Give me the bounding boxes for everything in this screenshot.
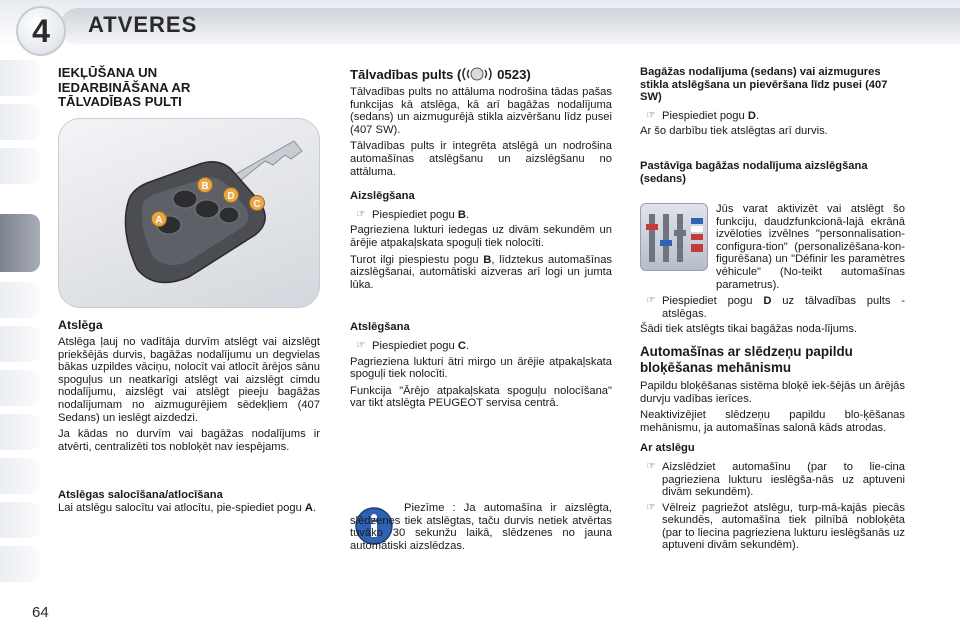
aizslegsana-title: Aizslēgšana xyxy=(350,190,415,203)
remote-paragraph-1: Tālvadības pults no attāluma nodrošina tādas pašas funkcijas kā atslēga, kā arī bagāžas nodalījuma (sedans) un aizmugurējā stikla aizvēršanu līdz pusei (407 SW). xyxy=(350,86,612,136)
chapter-tab-10[interactable] xyxy=(0,502,40,538)
chapter-tab-5[interactable] xyxy=(0,282,40,318)
radio-waves-icon xyxy=(461,66,493,82)
pastaviga-paragraph-2: Šādi tiek atslēgts tikai bagāžas noda-lījums. xyxy=(640,323,858,336)
remote-title: Tālvadības pults ( 0523) xyxy=(350,67,531,82)
bagazas-title: Bagāžas nodalījuma (sedans) vai aizmugures stikla atslēgšana un pievēršana līdz pusei (407 SW) xyxy=(640,66,888,104)
note-block xyxy=(350,502,612,556)
chapter-tab-7[interactable] xyxy=(0,370,40,406)
column-3 xyxy=(640,66,905,185)
key-label-d: D xyxy=(227,191,235,202)
bagazas-paragraph: Ar šo darbību tiek atslēgtas arī durvis. xyxy=(640,125,828,138)
chapter-tab-2[interactable] xyxy=(0,104,40,140)
column-1-text xyxy=(58,318,320,519)
chapter-tab-4-active[interactable] xyxy=(0,214,40,272)
hand-pointer-icon: ☞ xyxy=(356,339,366,351)
page-number: 64 xyxy=(32,604,49,621)
chapter-tab-8[interactable] xyxy=(0,414,40,450)
hand-pointer-icon: ☞ xyxy=(646,295,656,307)
pastaviga-paragraph: Jūs varat aktivizēt vai atslēgt šo funkciju, daudzfunkcionā-lajā ekrānā izvēloties izvēlnes "personnalisation-configura-tion" (personalizēšana-kon-figurēšana) un "Définir les paramètres véhicule" (No-teikt automašīnas parametrus). xyxy=(716,203,905,291)
atslega-paragraph-2: Ja kādas no durvīm vai bagāžas nodalījums ir atvērti, centralizēti tos nobloķēt nav iespējams. xyxy=(58,428,320,453)
aizslegsana-paragraph-1: Pagrieziena lukturi iedegas uz divām sekundēm un ārējie atpakaļskata spoguļi tiek nolocīti. xyxy=(350,224,612,249)
remote-paragraph-2: Tālvadības pults ir integrēta atslēgā un nodrošina automašīnas atslēgšanu un aizslēgšanu no attāluma. xyxy=(350,140,612,178)
hand-pointer-icon: ☞ xyxy=(356,208,366,220)
note-text: Piezīme : Ja automašīna ir aizslēgta, slēdzenes tiek atslēgtas, taču durvis netiek atvērtas tuvāko 30 sekunžu laikā, slēdzenes no jauna automātiski aizslēdzas. xyxy=(350,502,612,552)
atslegsana-title: Atslēgšana xyxy=(350,321,410,334)
hand-pointer-icon: ☞ xyxy=(646,501,656,513)
key-label-a: A xyxy=(155,215,163,226)
salocisana-title: Atslēgas salocīšana/atlocīšana xyxy=(58,489,223,502)
chapter-tab-9[interactable] xyxy=(0,458,40,494)
remote-key-icon xyxy=(59,119,320,308)
aizslegsana-bullet: ☞ Piespiediet pogu B. xyxy=(350,209,612,222)
column-3-lower xyxy=(640,203,905,555)
ar-atslegu-bullet-2: ☞ Vēlreiz pagriežot atslēgu, turp-mā-kajās piecās sekundēs, automašīna tiek pilnībā nobloķēta (par to liecina pagrieziena lukturu ieslēgšanās uz aptuveni divām sekundēm). xyxy=(640,502,905,552)
chapter-tabs xyxy=(0,48,40,640)
automasinas-paragraph-2: Neaktivizējiet slēdzeņu papildu blo-ķēšanas mehānismu, ja automašīnas salonā kāds atrodas. xyxy=(640,409,905,434)
atslegsana-paragraph-2: Funkcija "Ārējo atpakaļskata spoguļu nolocīšana" var tikt atslēgta PEUGEOT servisa centrā. xyxy=(350,384,612,410)
atslegsana-bullet: ☞ Piespiediet pogu C. xyxy=(350,340,612,353)
key-label-c: C xyxy=(253,199,261,210)
pastaviga-bullet: ☞ Piespiediet pogu D uz tālvadības pults - atslēgas. xyxy=(640,295,905,320)
chapter-tab-6[interactable] xyxy=(0,326,40,362)
column-2 xyxy=(350,66,612,414)
chapter-tab-11[interactable] xyxy=(0,546,40,582)
salocisana-paragraph: Lai atslēgu salocītu vai atlocītu, pie-spiediet pogu A. xyxy=(58,501,317,514)
pastaviga-title: Pastāvīga bagāžas nodalījuma aizslēgšana (sedans) xyxy=(640,159,868,185)
chapter-tab-1[interactable] xyxy=(0,60,40,96)
automasinas-title: Automašīnas ar slēdzeņu papildu bloķēšanas mehānismu xyxy=(640,343,853,375)
column-1 xyxy=(58,66,320,110)
key-label-b: B xyxy=(201,181,209,192)
chapter-number: 4 xyxy=(16,6,66,56)
bagazas-bullet: ☞ Piespiediet pogu D. xyxy=(640,110,905,123)
chapter-tab-3[interactable] xyxy=(0,148,40,184)
main-heading: IEKĻŪŠANA UN IEDARBINĀŠANA AR TĀLVADĪBAS PULTI xyxy=(58,65,191,109)
ar-atslegu-bullet-1: ☞ Aizslēdziet automašīnu (par to lie-cina pagrieziena lukturu ieslēgša-nās uz aptuveni divām sekundēm). xyxy=(640,461,905,499)
atslega-paragraph-1: Atslēga ļauj no vadītāja durvīm atslēgt vai aizslēgt priekšējās durvis, bagāžas nodalījumu un degvielas bākas uzpildes vāciņu, nolocīt vai atlocīt ārējos sānu spoguļus un neatkarīgi atslēgt vai aizslēgt cimdu nodalījumu, aizslēgt vai atslēgt pieeju bagāžas nodalījumam no aizmugurējiem sēdekļiem (407 Sedans) un ieslēgt aizdedzi. xyxy=(58,336,320,424)
atslega-title: Atslēga xyxy=(58,318,103,332)
hand-pointer-icon: ☞ xyxy=(646,460,656,472)
automasinas-paragraph-1: Papildu bloķēšanas sistēma bloķē iek-šējās un ārējās durvju vadības ierīces. xyxy=(640,379,905,405)
aizslegsana-paragraph-2: Turot ilgi piespiestu pogu B, līdztekus automašīnas aizslēgšanai, automātiski aizveras arī logi un jumta lūka. xyxy=(350,253,613,291)
hand-pointer-icon: ☞ xyxy=(646,109,656,121)
atslegsana-paragraph-1: Pagrieziena lukturi ātri mirgo un ārējie atpakaļskata spoguļi tiek nolocīti. xyxy=(350,355,612,381)
ar-atslegu-title: Ar atslēgu xyxy=(640,442,695,455)
key-illustration xyxy=(58,118,320,308)
chapter-title: ATVERES xyxy=(88,12,198,37)
